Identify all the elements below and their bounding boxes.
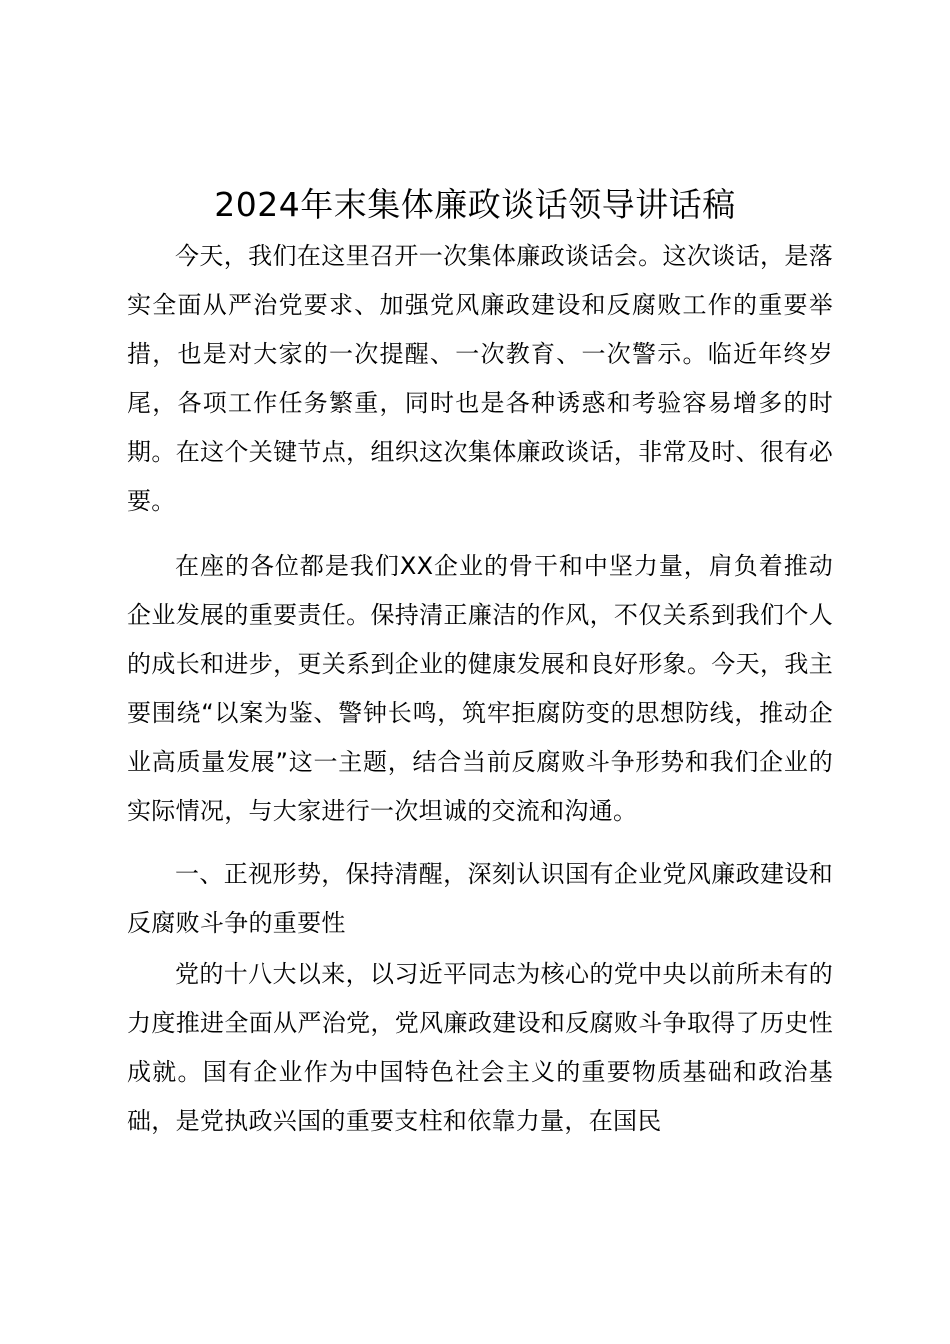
paragraph-theme: 在座的各位都是我们XX企业的骨干和中坚力量，肩负着推动企业发展的重要责任。保持清正廉洁的作风，不仅关系到我们个人的成长和进步，更关系到企业的健康发展和良好形象。今天，我主要围绕“以案为鉴、警钟长鸣，筑牢拒腐防变的思想防线，推动企业高质量发展”这一主题，结合当前反腐败斗争形势和我们企业的实际情况，与大家进行一次坦诚的交流和沟通。 — [127, 552, 833, 825]
document-title: 2024年末集体廉政谈话领导讲话稿 — [214, 185, 736, 224]
section-heading-1: 一、正视形势，保持清醒，深刻认识国有企业党风廉政建设和反腐败斗争的重要性 — [127, 860, 833, 937]
paragraph-opening: 今天，我们在这里召开一次集体廉政谈话会。这次谈话，是落实全面从严治党要求、加强党风廉政建设和反腐败工作的重要举措，也是对大家的一次提醒、一次教育、一次警示。临近年终岁尾，各项工作任务繁重，同时也是各种诱惑和考验容易增多的时期。在这个关键节点，组织这次集体廉政谈话，非常及时、很有必要。 — [127, 242, 833, 515]
paragraph-section-1: 党的十八大以来，以习近平同志为核心的党中央以前所未有的力度推进全面从严治党，党风廉政建设和反腐败斗争取得了历史性成就。国有企业作为中国特色社会主义的重要物质基础和政治基础，是党执政兴国的重要支柱和依靠力量，在国民 — [127, 960, 833, 1135]
document-body — [127, 232, 833, 1146]
